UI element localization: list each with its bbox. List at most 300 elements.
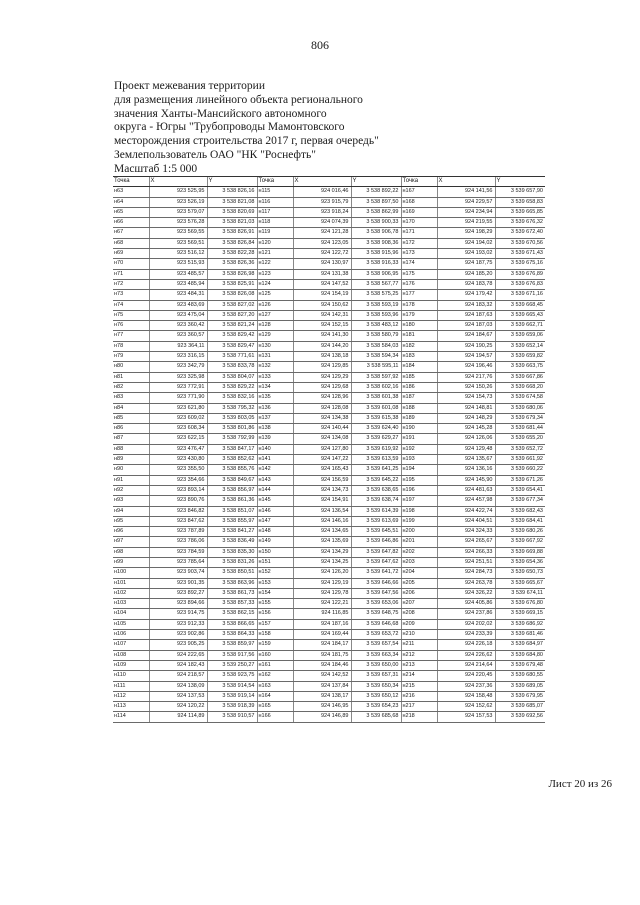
cell-point: н176 bbox=[401, 279, 437, 289]
cell-point: н193 bbox=[401, 455, 437, 465]
cell-x: 924 184,46 bbox=[293, 660, 351, 670]
cell-x: 924 144,20 bbox=[293, 341, 351, 351]
cell-x: 923 354,66 bbox=[149, 475, 207, 485]
cell-y: 3 538 915,96 bbox=[351, 249, 401, 259]
cell-x: 924 134,38 bbox=[293, 413, 351, 423]
cell-point: н150 bbox=[257, 547, 293, 557]
cell-x: 924 146,16 bbox=[293, 516, 351, 526]
cell-y: 3 538 827,20 bbox=[207, 310, 257, 320]
table-row bbox=[113, 547, 545, 557]
table-row bbox=[113, 671, 545, 681]
cell-point: н107 bbox=[113, 640, 149, 650]
cell-x: 924 150,26 bbox=[437, 382, 495, 392]
cell-x: 924 405,86 bbox=[437, 599, 495, 609]
cell-x: 924 157,53 bbox=[437, 712, 495, 722]
cell-y: 3 538 918,39 bbox=[207, 702, 257, 712]
cell-x: 924 184,67 bbox=[437, 331, 495, 341]
cell-point: н198 bbox=[401, 506, 437, 516]
cell-y: 3 538 849,67 bbox=[207, 475, 257, 485]
cell-point: н208 bbox=[401, 609, 437, 619]
cell-x: 924 142,52 bbox=[293, 671, 351, 681]
cell-point: н118 bbox=[257, 218, 293, 228]
sheet-number: Лист 20 из 26 bbox=[548, 778, 612, 790]
cell-y: 3 539 647,56 bbox=[351, 588, 401, 598]
cell-x: 924 138,17 bbox=[293, 691, 351, 701]
page-number: 806 bbox=[311, 38, 329, 52]
cell-point: н100 bbox=[113, 568, 149, 578]
cell-x: 924 169,44 bbox=[293, 630, 351, 640]
title-line: округа - Югры "Трубопроводы Мамонтовского bbox=[114, 121, 345, 134]
cell-point: н132 bbox=[257, 362, 293, 372]
column-header-x: X bbox=[149, 177, 207, 187]
cell-x: 924 179,42 bbox=[437, 290, 495, 300]
cell-y: 3 538 826,98 bbox=[207, 269, 257, 279]
cell-y: 3 539 684,97 bbox=[495, 640, 545, 650]
cell-point: н188 bbox=[401, 403, 437, 413]
cell-point: н174 bbox=[401, 259, 437, 269]
cell-x: 924 129,68 bbox=[293, 382, 351, 392]
cell-x: 924 198,29 bbox=[437, 228, 495, 238]
cell-x: 924 131,38 bbox=[293, 269, 351, 279]
cell-x: 923 918,24 bbox=[293, 207, 351, 217]
cell-x: 923 516,12 bbox=[149, 249, 207, 259]
cell-point: н145 bbox=[257, 496, 293, 506]
cell-point: н190 bbox=[401, 424, 437, 434]
cell-y: 3 539 689,05 bbox=[495, 681, 545, 691]
cell-x: 924 165,43 bbox=[293, 465, 351, 475]
cell-y: 3 539 672,40 bbox=[495, 228, 545, 238]
cell-x: 924 134,65 bbox=[293, 527, 351, 537]
cell-x: 924 136,16 bbox=[437, 465, 495, 475]
cell-x: 924 146,89 bbox=[293, 712, 351, 722]
cell-point: н121 bbox=[257, 249, 293, 259]
cell-point: н214 bbox=[401, 671, 437, 681]
table-row bbox=[113, 516, 545, 526]
cell-x: 923 515,93 bbox=[149, 259, 207, 269]
cell-x: 924 187,16 bbox=[293, 619, 351, 629]
cell-y: 3 539 685,07 bbox=[495, 702, 545, 712]
cell-y: 3 539 614,39 bbox=[351, 506, 401, 516]
cell-x: 924 218,57 bbox=[149, 671, 207, 681]
cell-point: н67 bbox=[113, 228, 149, 238]
cell-x: 924 128,96 bbox=[293, 393, 351, 403]
cell-y: 3 539 680,55 bbox=[495, 671, 545, 681]
cell-y: 3 539 665,67 bbox=[495, 578, 545, 588]
cell-point: н120 bbox=[257, 238, 293, 248]
cell-point: н157 bbox=[257, 619, 293, 629]
cell-x: 923 364,11 bbox=[149, 341, 207, 351]
cell-y: 3 539 663,75 bbox=[495, 362, 545, 372]
table-row bbox=[113, 568, 545, 578]
cell-point: н88 bbox=[113, 444, 149, 454]
cell-point: н205 bbox=[401, 578, 437, 588]
cell-y: 3 539 669,15 bbox=[495, 609, 545, 619]
cell-y: 3 538 862,15 bbox=[207, 609, 257, 619]
cell-x: 924 266,33 bbox=[437, 547, 495, 557]
cell-y: 3 539 667,86 bbox=[495, 372, 545, 382]
table-row bbox=[113, 393, 545, 403]
cell-x: 924 251,51 bbox=[437, 557, 495, 567]
table-row bbox=[113, 269, 545, 279]
cell-y: 3 538 821,03 bbox=[207, 218, 257, 228]
cell-point: н133 bbox=[257, 372, 293, 382]
cell-x: 924 134,08 bbox=[293, 434, 351, 444]
column-header-y: Y bbox=[207, 177, 257, 187]
cell-x: 924 185,20 bbox=[437, 269, 495, 279]
cell-y: 3 539 641,25 bbox=[351, 465, 401, 475]
cell-y: 3 538 900,33 bbox=[351, 218, 401, 228]
cell-y: 3 538 897,50 bbox=[351, 197, 401, 207]
table-row bbox=[113, 300, 545, 310]
cell-x: 924 137,53 bbox=[149, 691, 207, 701]
cell-point: н96 bbox=[113, 527, 149, 537]
cell-y: 3 538 866,65 bbox=[207, 619, 257, 629]
cell-x: 924 263,78 bbox=[437, 578, 495, 588]
cell-y: 3 538 771,61 bbox=[207, 352, 257, 362]
cell-x: 923 622,15 bbox=[149, 434, 207, 444]
cell-point: н146 bbox=[257, 506, 293, 516]
cell-point: н201 bbox=[401, 537, 437, 547]
cell-x: 923 579,07 bbox=[149, 207, 207, 217]
cell-point: н195 bbox=[401, 475, 437, 485]
cell-y: 3 538 847,17 bbox=[207, 444, 257, 454]
table-row bbox=[113, 702, 545, 712]
cell-y: 3 538 855,76 bbox=[207, 465, 257, 475]
table-row bbox=[113, 310, 545, 320]
cell-y: 3 539 652,14 bbox=[495, 341, 545, 351]
table-row bbox=[113, 465, 545, 475]
cell-point: н125 bbox=[257, 290, 293, 300]
cell-y: 3 538 826,91 bbox=[207, 228, 257, 238]
cell-y: 3 538 829,47 bbox=[207, 341, 257, 351]
cell-point: н122 bbox=[257, 259, 293, 269]
cell-x: 923 476,47 bbox=[149, 444, 207, 454]
cell-x: 924 141,56 bbox=[437, 187, 495, 197]
cell-point: н163 bbox=[257, 681, 293, 691]
cell-point: н68 bbox=[113, 238, 149, 248]
cell-point: н102 bbox=[113, 588, 149, 598]
cell-x: 924 126,06 bbox=[437, 434, 495, 444]
cell-point: н140 bbox=[257, 444, 293, 454]
table-row bbox=[113, 557, 545, 567]
cell-y: 3 539 619,92 bbox=[351, 444, 401, 454]
cell-x: 924 121,28 bbox=[293, 228, 351, 238]
cell-y: 3 539 613,69 bbox=[351, 516, 401, 526]
cell-point: н95 bbox=[113, 516, 149, 526]
table-row bbox=[113, 434, 545, 444]
cell-x: 924 116,85 bbox=[293, 609, 351, 619]
cell-point: н187 bbox=[401, 393, 437, 403]
table-row bbox=[113, 681, 545, 691]
cell-point: н203 bbox=[401, 557, 437, 567]
cell-y: 3 538 826,16 bbox=[207, 187, 257, 197]
cell-y: 3 539 648,75 bbox=[351, 609, 401, 619]
cell-y: 3 539 676,83 bbox=[495, 279, 545, 289]
cell-y: 3 538 859,97 bbox=[207, 640, 257, 650]
cell-point: н136 bbox=[257, 403, 293, 413]
cell-x: 924 422,74 bbox=[437, 506, 495, 516]
cell-x: 923 912,33 bbox=[149, 619, 207, 629]
cell-x: 924 127,80 bbox=[293, 444, 351, 454]
cell-y: 3 538 829,22 bbox=[207, 382, 257, 392]
cell-point: н98 bbox=[113, 547, 149, 557]
cell-point: н76 bbox=[113, 321, 149, 331]
table-row bbox=[113, 588, 545, 598]
cell-x: 923 772,91 bbox=[149, 382, 207, 392]
cell-point: н110 bbox=[113, 671, 149, 681]
cell-y: 3 539 650,00 bbox=[351, 660, 401, 670]
cell-y: 3 538 923,75 bbox=[207, 671, 257, 681]
cell-point: н116 bbox=[257, 197, 293, 207]
cell-y: 3 538 593,96 bbox=[351, 310, 401, 320]
cell-x: 923 905,25 bbox=[149, 640, 207, 650]
cell-point: н178 bbox=[401, 300, 437, 310]
cell-point: н69 bbox=[113, 249, 149, 259]
cell-x: 923 621,80 bbox=[149, 403, 207, 413]
cell-x: 924 122,72 bbox=[293, 249, 351, 259]
cell-x: 924 194,57 bbox=[437, 352, 495, 362]
cell-point: н105 bbox=[113, 619, 149, 629]
cell-x: 924 181,75 bbox=[293, 650, 351, 660]
cell-point: н217 bbox=[401, 702, 437, 712]
cell-y: 3 539 671,16 bbox=[495, 290, 545, 300]
cell-y: 3 539 676,32 bbox=[495, 218, 545, 228]
cell-x: 924 324,33 bbox=[437, 527, 495, 537]
cell-point: н156 bbox=[257, 609, 293, 619]
cell-y: 3 539 661,92 bbox=[495, 455, 545, 465]
cell-y: 3 539 684,41 bbox=[495, 516, 545, 526]
cell-point: н63 bbox=[113, 187, 149, 197]
cell-x: 924 183,32 bbox=[437, 300, 495, 310]
cell-y: 3 539 679,34 bbox=[495, 413, 545, 423]
cell-point: н91 bbox=[113, 475, 149, 485]
cell-point: н139 bbox=[257, 434, 293, 444]
cell-x: 923 525,95 bbox=[149, 187, 207, 197]
cell-x: 924 150,62 bbox=[293, 300, 351, 310]
cell-point: н86 bbox=[113, 424, 149, 434]
cell-point: н161 bbox=[257, 660, 293, 670]
cell-x: 924 152,62 bbox=[437, 702, 495, 712]
cell-x: 923 785,64 bbox=[149, 557, 207, 567]
cell-y: 3 539 658,83 bbox=[495, 197, 545, 207]
table-row bbox=[113, 228, 545, 238]
cell-x: 924 229,57 bbox=[437, 197, 495, 207]
cell-y: 3 539 653,06 bbox=[351, 599, 401, 609]
cell-y: 3 539 655,20 bbox=[495, 434, 545, 444]
cell-x: 924 226,62 bbox=[437, 650, 495, 660]
cell-x: 924 154,91 bbox=[293, 496, 351, 506]
table-row bbox=[113, 321, 545, 331]
cell-x: 924 147,52 bbox=[293, 279, 351, 289]
cell-x: 924 016,46 bbox=[293, 187, 351, 197]
table-row bbox=[113, 187, 545, 197]
cell-y: 3 538 597,92 bbox=[351, 372, 401, 382]
cell-y: 3 539 650,73 bbox=[495, 568, 545, 578]
cell-y: 3 539 671,26 bbox=[495, 475, 545, 485]
cell-y: 3 538 825,91 bbox=[207, 279, 257, 289]
cell-y: 3 539 646,68 bbox=[351, 619, 401, 629]
cell-x: 924 148,81 bbox=[437, 403, 495, 413]
cell-point: н199 bbox=[401, 516, 437, 526]
cell-y: 3 538 856,97 bbox=[207, 485, 257, 495]
cell-point: н65 bbox=[113, 207, 149, 217]
cell-point: н212 bbox=[401, 650, 437, 660]
table-row bbox=[113, 341, 545, 351]
cell-x: 924 183,78 bbox=[437, 279, 495, 289]
cell-point: н164 bbox=[257, 691, 293, 701]
cell-point: н80 bbox=[113, 362, 149, 372]
cell-y: 3 539 645,51 bbox=[351, 527, 401, 537]
cell-point: н142 bbox=[257, 465, 293, 475]
cell-x: 924 481,63 bbox=[437, 485, 495, 495]
cell-x: 924 136,54 bbox=[293, 506, 351, 516]
cell-y: 3 539 638,65 bbox=[351, 485, 401, 495]
cell-y: 3 539 645,22 bbox=[351, 475, 401, 485]
cell-x: 924 237,36 bbox=[437, 681, 495, 691]
cell-y: 3 539 624,40 bbox=[351, 424, 401, 434]
cell-y: 3 539 670,56 bbox=[495, 238, 545, 248]
cell-x: 923 846,82 bbox=[149, 506, 207, 516]
cell-x: 924 152,15 bbox=[293, 321, 351, 331]
cell-point: н71 bbox=[113, 269, 149, 279]
cell-x: 924 129,29 bbox=[293, 372, 351, 382]
cell-y: 3 538 862,99 bbox=[351, 207, 401, 217]
cell-y: 3 539 674,11 bbox=[495, 588, 545, 598]
cell-x: 924 154,73 bbox=[437, 393, 495, 403]
cell-point: н215 bbox=[401, 681, 437, 691]
cell-y: 3 539 668,20 bbox=[495, 382, 545, 392]
cell-x: 924 214,64 bbox=[437, 660, 495, 670]
coordinates-table-body bbox=[113, 187, 545, 722]
cell-y: 3 538 914,54 bbox=[207, 681, 257, 691]
cell-x: 923 355,50 bbox=[149, 465, 207, 475]
cell-point: н155 bbox=[257, 599, 293, 609]
cell-point: н141 bbox=[257, 455, 293, 465]
cell-x: 924 135,69 bbox=[293, 537, 351, 547]
cell-point: н202 bbox=[401, 547, 437, 557]
cell-x: 924 134,73 bbox=[293, 485, 351, 495]
cell-y: 3 538 863,96 bbox=[207, 578, 257, 588]
cell-y: 3 539 660,22 bbox=[495, 465, 545, 475]
cell-point: н131 bbox=[257, 352, 293, 362]
cell-point: н207 bbox=[401, 599, 437, 609]
cell-point: н78 bbox=[113, 341, 149, 351]
title-line: месторождения строительства 2017 г, первая очередь" bbox=[114, 135, 379, 148]
cell-point: н175 bbox=[401, 269, 437, 279]
land-user-line: Землепользователь ОАО "НК "Роснефть" bbox=[114, 148, 316, 161]
table-row bbox=[113, 444, 545, 454]
cell-x: 924 146,95 bbox=[293, 702, 351, 712]
cell-x: 924 184,17 bbox=[293, 640, 351, 650]
cell-x: 923 903,74 bbox=[149, 568, 207, 578]
table-row bbox=[113, 527, 545, 537]
cell-y: 3 539 665,43 bbox=[495, 310, 545, 320]
cell-point: н87 bbox=[113, 434, 149, 444]
scale-line: Масштаб 1:5 000 bbox=[114, 162, 198, 175]
cell-x: 924 074,39 bbox=[293, 218, 351, 228]
cell-y: 3 538 861,36 bbox=[207, 496, 257, 506]
cell-x: 924 156,59 bbox=[293, 475, 351, 485]
cell-x: 923 430,80 bbox=[149, 455, 207, 465]
cell-x: 923 485,57 bbox=[149, 269, 207, 279]
cell-x: 924 187,03 bbox=[437, 321, 495, 331]
cell-x: 923 342,79 bbox=[149, 362, 207, 372]
cell-point: н99 bbox=[113, 557, 149, 567]
cell-y: 3 539 654,41 bbox=[495, 485, 545, 495]
cell-x: 923 915,79 bbox=[293, 197, 351, 207]
cell-y: 3 538 792,99 bbox=[207, 434, 257, 444]
cell-x: 924 142,31 bbox=[293, 310, 351, 320]
table-row bbox=[113, 331, 545, 341]
cell-y: 3 539 692,56 bbox=[495, 712, 545, 722]
table-row bbox=[113, 259, 545, 269]
cell-y: 3 538 826,08 bbox=[207, 290, 257, 300]
table-row bbox=[113, 352, 545, 362]
cell-x: 924 233,39 bbox=[437, 630, 495, 640]
cell-point: н182 bbox=[401, 341, 437, 351]
cell-point: н66 bbox=[113, 218, 149, 228]
column-header-point: Точка bbox=[113, 177, 149, 187]
table-row bbox=[113, 362, 545, 372]
cell-point: н101 bbox=[113, 578, 149, 588]
cell-y: 3 539 679,48 bbox=[495, 660, 545, 670]
cell-point: н64 bbox=[113, 197, 149, 207]
cell-y: 3 538 916,33 bbox=[351, 259, 401, 269]
cell-point: н168 bbox=[401, 197, 437, 207]
cell-x: 923 893,14 bbox=[149, 485, 207, 495]
cell-point: н93 bbox=[113, 496, 149, 506]
table-row bbox=[113, 279, 545, 289]
cell-x: 924 123,05 bbox=[293, 238, 351, 248]
table-row bbox=[113, 455, 545, 465]
cell-y: 3 539 681,46 bbox=[495, 630, 545, 640]
cell-point: н138 bbox=[257, 424, 293, 434]
column-header-x: X bbox=[437, 177, 495, 187]
cell-point: н83 bbox=[113, 393, 149, 403]
cell-x: 924 129,85 bbox=[293, 362, 351, 372]
cell-x: 924 226,18 bbox=[437, 640, 495, 650]
cell-point: н129 bbox=[257, 331, 293, 341]
cell-y: 3 539 654,23 bbox=[351, 702, 401, 712]
cell-x: 924 234,94 bbox=[437, 207, 495, 217]
cell-point: н81 bbox=[113, 372, 149, 382]
cell-y: 3 539 646,86 bbox=[351, 537, 401, 547]
cell-x: 924 128,08 bbox=[293, 403, 351, 413]
cell-point: н97 bbox=[113, 537, 149, 547]
cell-y: 3 539 669,88 bbox=[495, 547, 545, 557]
table-row bbox=[113, 640, 545, 650]
cell-point: н191 bbox=[401, 434, 437, 444]
cell-y: 3 538 831,26 bbox=[207, 557, 257, 567]
cell-point: н173 bbox=[401, 249, 437, 259]
cell-x: 923 890,76 bbox=[149, 496, 207, 506]
cell-point: н192 bbox=[401, 444, 437, 454]
cell-x: 923 787,89 bbox=[149, 527, 207, 537]
cell-point: н162 bbox=[257, 671, 293, 681]
cell-point: н170 bbox=[401, 218, 437, 228]
table-row bbox=[113, 197, 545, 207]
cell-y: 3 539 601,08 bbox=[351, 403, 401, 413]
cell-y: 3 539 653,72 bbox=[351, 630, 401, 640]
cell-y: 3 538 908,36 bbox=[351, 238, 401, 248]
cell-x: 924 457,98 bbox=[437, 496, 495, 506]
cell-point: н92 bbox=[113, 485, 149, 495]
cell-x: 924 158,48 bbox=[437, 691, 495, 701]
cell-x: 923 526,19 bbox=[149, 197, 207, 207]
table-row bbox=[113, 599, 545, 609]
cell-point: н181 bbox=[401, 331, 437, 341]
cell-y: 3 538 594,34 bbox=[351, 352, 401, 362]
